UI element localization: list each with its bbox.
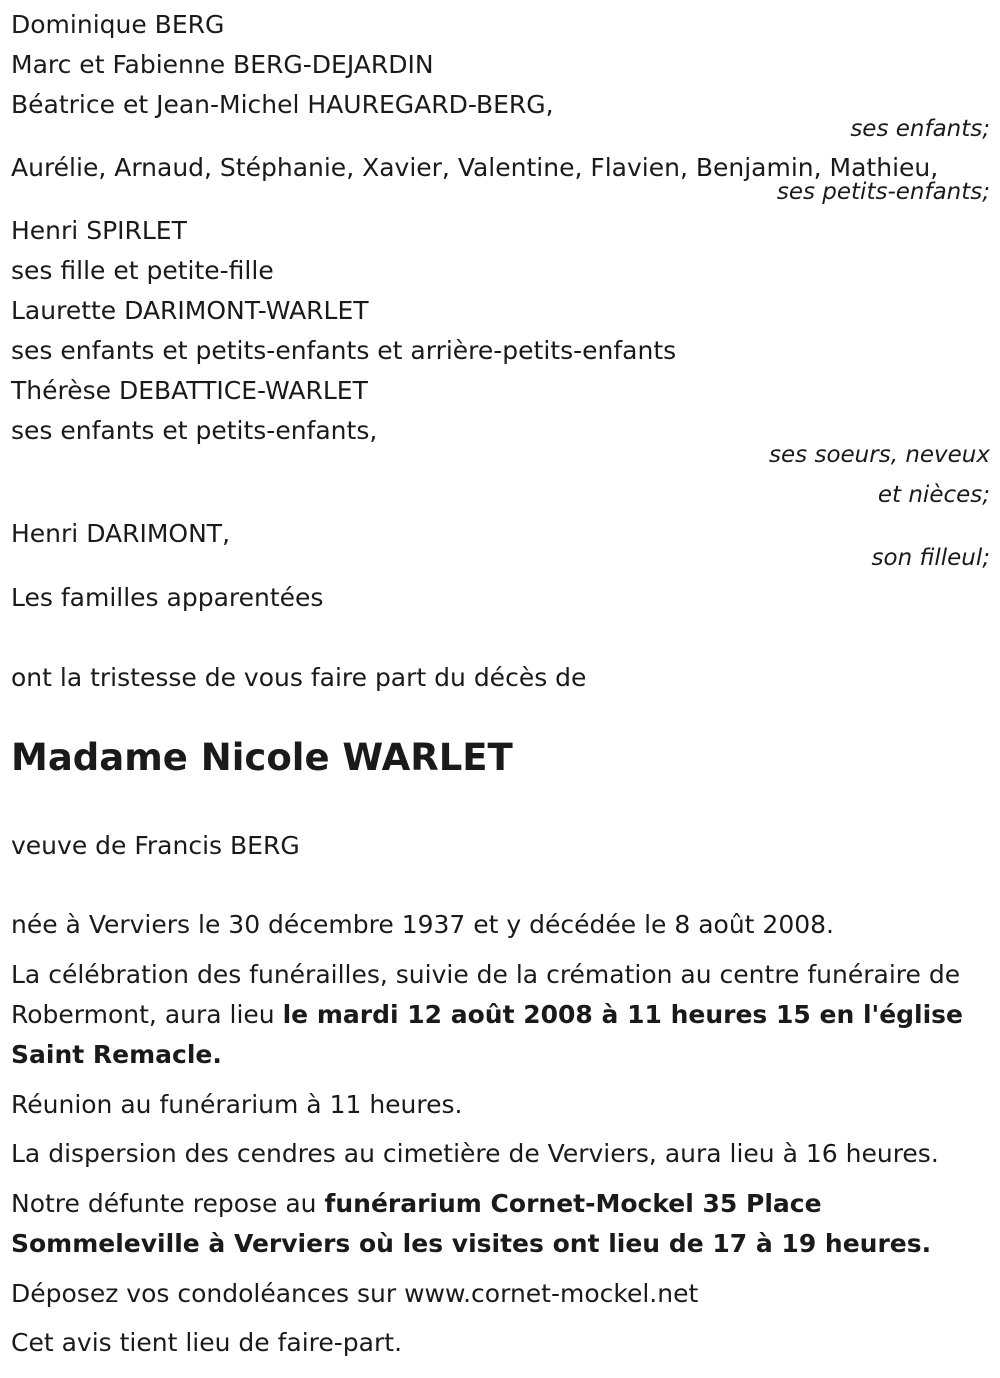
ceremony-details: le mardi 12 août 2008 à 11 heures 15 en l'église Saint Remacle.	[11, 1000, 964, 1069]
birth-death: née à Verviers le 30 décembre 1937 et y décédée le 8 août 2008.	[11, 910, 834, 939]
children-label: ses enfants;	[850, 116, 990, 142]
grandchildren-line: Aurélie, Arnaud, Stéphanie, Xavier, Valentine, Flavien, Benjamin, Mathieu,	[11, 153, 939, 182]
sibling-line: Thérèse DEBATTICE-WARLET	[11, 376, 368, 405]
godson-line: Henri DARIMONT,	[11, 519, 231, 548]
meeting-line: Réunion au funérarium à 11 heures.	[11, 1090, 463, 1119]
child-line: Dominique BERG	[11, 10, 225, 39]
rest-details: funérarium Cornet-Mockel 35 Place Sommeleville à Verviers où les visites ont lieu de 17 à 19 heures.	[11, 1189, 932, 1258]
siblings-label: et nièces;	[877, 482, 990, 508]
deceased-name: Madame Nicole WARLET	[11, 736, 513, 779]
rest-paragraph	[11, 1184, 991, 1264]
child-line: Béatrice et Jean-Michel HAUREGARD-BERG,	[11, 90, 554, 119]
siblings-label: ses soeurs, neveux	[769, 442, 990, 468]
ceremony-text: La célébration des funérailles, suivie de la crémation au centre funéraire de Robermont, aura lieu	[11, 960, 961, 1029]
notice-line: Cet avis tient lieu de faire-part.	[11, 1328, 403, 1357]
sibling-line: ses enfants et petits-enfants et arrière-petits-enfants	[11, 336, 677, 365]
grandchildren-label: ses petits-enfants;	[776, 179, 990, 205]
sibling-line: ses fille et petite-fille	[11, 256, 274, 285]
condolences-line: Déposez vos condoléances sur www.cornet-mockel.net	[11, 1279, 699, 1308]
widow-of: veuve de Francis BERG	[11, 831, 300, 860]
godson-label: son filleul;	[871, 545, 990, 571]
ceremony-paragraph	[11, 955, 991, 1075]
sibling-line: Henri SPIRLET	[11, 216, 187, 245]
child-line: Marc et Fabienne BERG-DEJARDIN	[11, 50, 434, 79]
sibling-line: ses enfants et petits-enfants,	[11, 416, 378, 445]
dispersion-line: La dispersion des cendres au cimetière de Verviers, aura lieu à 16 heures.	[11, 1139, 939, 1168]
related-families: Les familles apparentées	[11, 583, 324, 612]
announcement: ont la tristesse de vous faire part du décès de	[11, 663, 587, 692]
sibling-line: Laurette DARIMONT-WARLET	[11, 296, 369, 325]
rest-text: Notre défunte repose au	[11, 1189, 325, 1218]
